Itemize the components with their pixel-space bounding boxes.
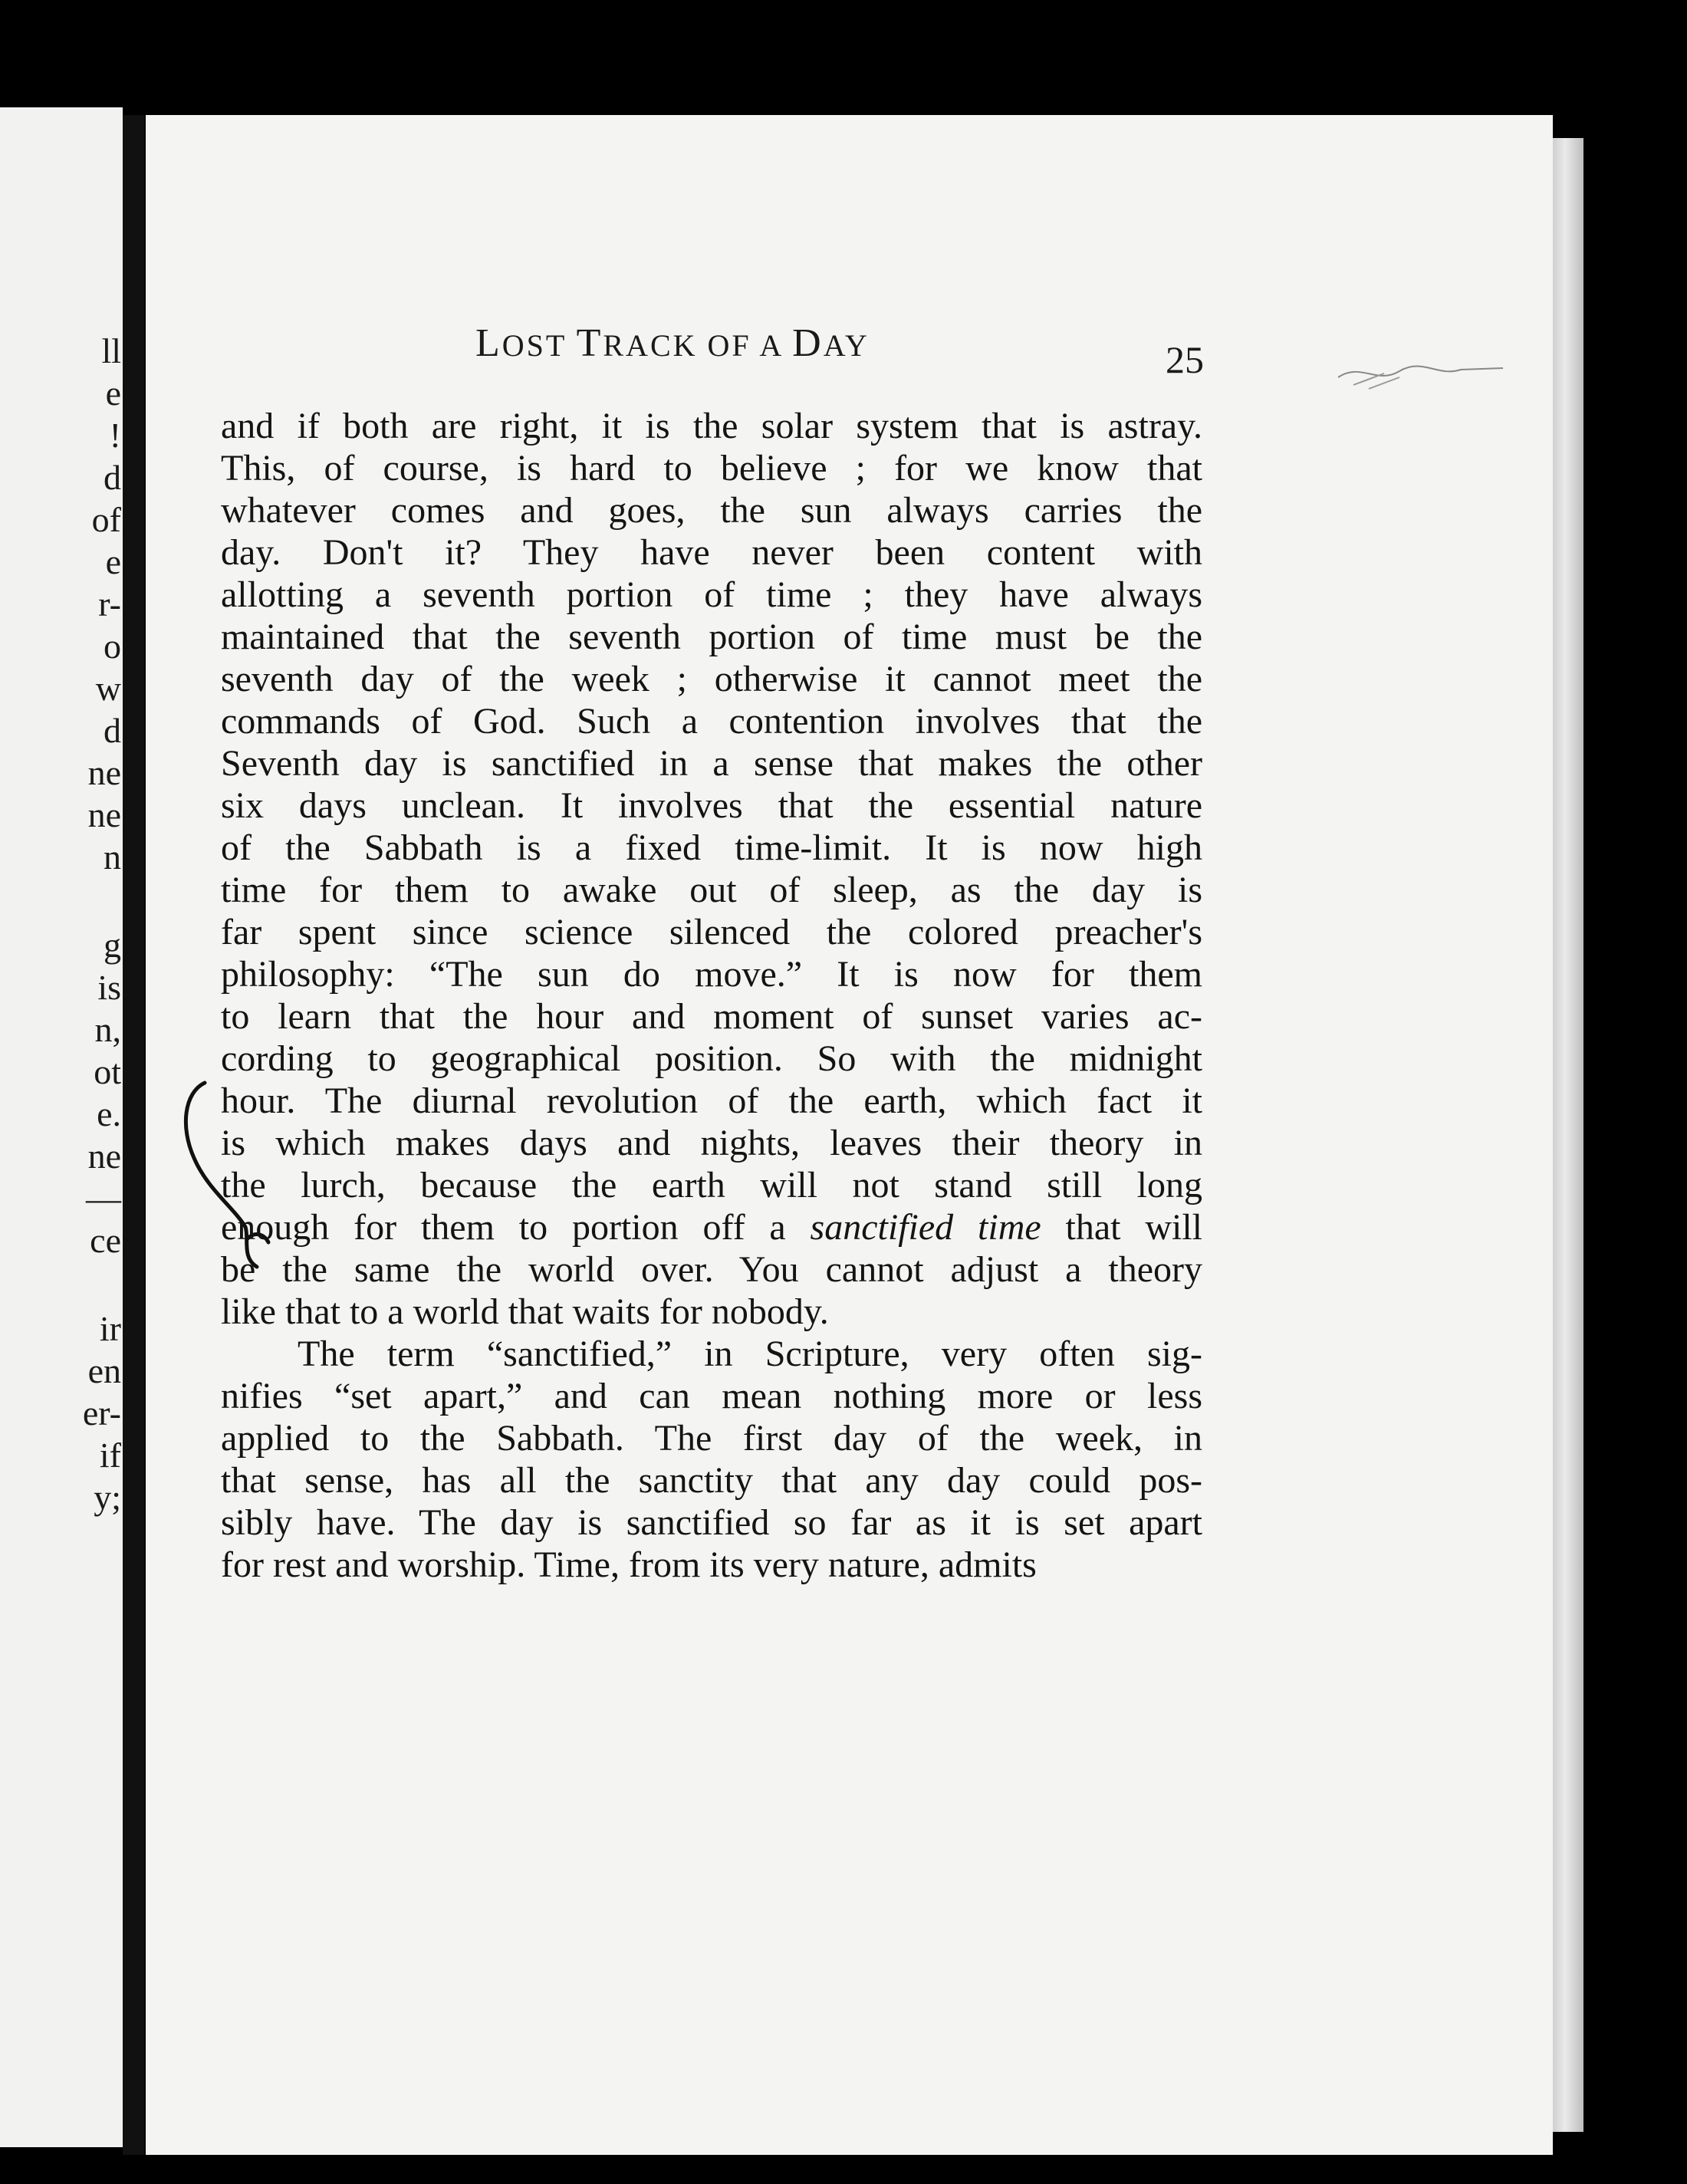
- left-page-fragment: w: [95, 669, 121, 708]
- left-page-fragment: ce: [90, 1221, 121, 1260]
- left-page-fragment: r-: [98, 584, 121, 623]
- left-page-fragment: e: [105, 373, 121, 413]
- left-page-fragment: ne: [87, 1136, 121, 1176]
- text-line: This, of course, is hard to believe ; for we know that: [221, 448, 1202, 488]
- text-line: whatever comes and goes, the sun always carries the: [221, 490, 1202, 531]
- text-line: cording to geographical position. So with the midnight: [221, 1038, 1202, 1079]
- left-page-fragment: er-: [82, 1393, 121, 1432]
- pencil-scribble: [1330, 354, 1507, 400]
- left-page-fragment: n,: [94, 1010, 121, 1049]
- left-page-fragment: o: [104, 627, 121, 666]
- text-line: allotting a seventh portion of time ; they have always: [221, 574, 1202, 615]
- running-head: [475, 321, 870, 366]
- left-page-fragment: d: [104, 711, 121, 750]
- text-line: be the same the world over. You cannot adjust a theory: [221, 1249, 1202, 1290]
- left-page-fragment: ne: [87, 795, 121, 834]
- left-page-fragment: ot: [94, 1052, 121, 1091]
- left-page-fragment: d: [104, 458, 121, 497]
- left-page-text-fragments: [0, 330, 123, 1518]
- text-line: sibly have. The day is sanctified so far as it is set apart: [221, 1502, 1202, 1543]
- text-line: like that to a world that waits for nobody.: [221, 1291, 829, 1332]
- left-page-fragment: y;: [94, 1478, 121, 1517]
- left-page-fragment: e: [105, 542, 121, 581]
- running-head-part: D: [792, 321, 824, 365]
- left-page-fragment: ir: [99, 1309, 121, 1348]
- running-head-part: OST: [501, 328, 577, 363]
- text-line: day. Don't it? They have never been content with: [221, 532, 1202, 573]
- text-line: the lurch, because the earth will not stand still long: [221, 1165, 1202, 1205]
- text-line: is which makes days and nights, leaves their theory in: [221, 1123, 1202, 1163]
- text-line: time for them to awake out of sleep, as the day is: [221, 870, 1202, 910]
- left-page-fragment: of: [91, 500, 121, 539]
- left-page-fragment: ne: [87, 753, 121, 792]
- text-line: hour. The diurnal revolution of the earth, which fact it: [221, 1080, 1202, 1121]
- text-run: enough for them to portion off a: [221, 1207, 811, 1248]
- running-head-part: L: [475, 321, 502, 365]
- running-head-part: AY: [823, 328, 870, 363]
- text-line: maintained that the seventh portion of time must be the: [221, 617, 1202, 657]
- text-line: of the Sabbath is a fixed time-limit. It is now high: [221, 827, 1202, 868]
- text-line: to learn that the hour and moment of sunset varies ac-: [221, 996, 1202, 1037]
- text-line: and if both are right, it is the solar system that is astray.: [221, 406, 1202, 446]
- left-page-fragment: en: [87, 1351, 121, 1390]
- left-page-fragment: !: [109, 416, 121, 455]
- text-line: seventh day of the week ; otherwise it cannot meet the: [221, 659, 1202, 699]
- left-page-fragment: e.: [97, 1094, 121, 1133]
- text-line: nifies “set apart,” and can mean nothing more or less: [221, 1376, 1202, 1416]
- book-gutter: [123, 115, 144, 2155]
- page-number: 25: [1166, 338, 1204, 381]
- left-page-fragment: —: [86, 1179, 121, 1218]
- running-head-part: T: [576, 321, 603, 365]
- text-line: far spent since science silenced the colored preacher's: [221, 912, 1202, 952]
- text-line: applied to the Sabbath. The first day of the week, in: [221, 1418, 1202, 1459]
- text-line: philosophy: “The sun do move.” It is now for them: [221, 954, 1202, 995]
- left-page-fragment: g: [104, 926, 121, 965]
- text-line: six days unclean. It involves that the essential nature: [221, 785, 1202, 826]
- text-line: The term “sanctified,” in Scripture, very often sig-: [298, 1334, 1202, 1374]
- page-edge: [1553, 138, 1583, 2132]
- text-line: Seventh day is sanctified in a sense that makes the other: [221, 743, 1202, 784]
- left-page-fragment: if: [99, 1436, 121, 1475]
- text-line: [221, 1206, 1202, 1248]
- left-page-fragment: n: [104, 837, 121, 877]
- italic-text-run: sanctified time: [810, 1207, 1041, 1248]
- text-line: commands of God. Such a contention involves that the: [221, 701, 1202, 742]
- text-run: that will: [1041, 1207, 1203, 1248]
- body-text: [221, 405, 1202, 1586]
- text-line: for rest and worship. Time, from its very nature, admits: [221, 1544, 1037, 1585]
- running-head-part: RACK OF A: [603, 328, 793, 363]
- text-line: that sense, has all the sanctity that any day could pos-: [221, 1460, 1202, 1501]
- left-page-fragment: is: [97, 968, 121, 1007]
- left-page-fragment: ll: [101, 331, 121, 370]
